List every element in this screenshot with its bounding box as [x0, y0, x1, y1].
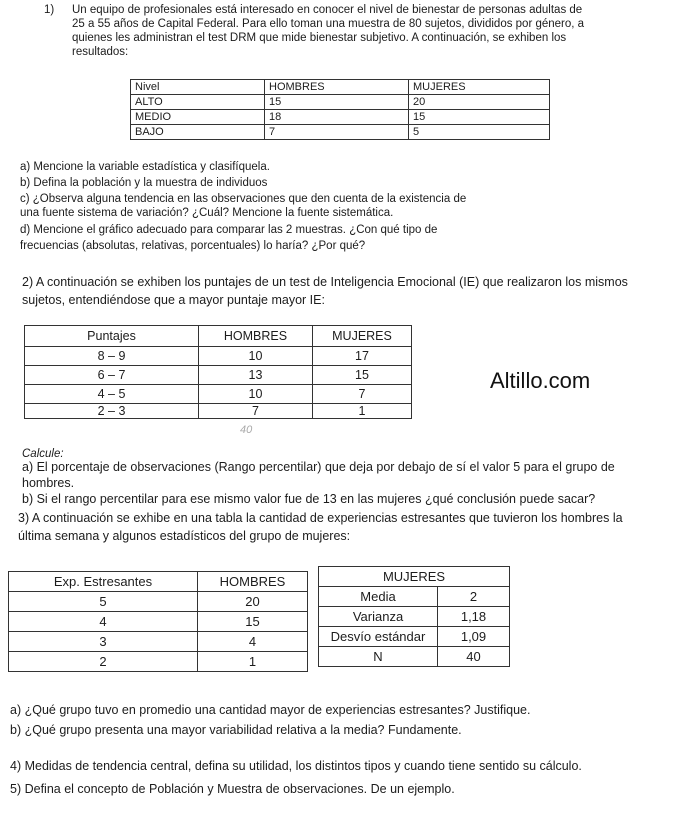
table-cell: 13 — [199, 366, 313, 385]
list-item: a) El porcentaje de observaciones (Rango percentilar) que deja por debajo de sí el valor 5 para el grupo de — [22, 460, 615, 474]
q1-items — [20, 160, 680, 253]
list-item: a) Mencione la variable estadística y clasifíquela. — [20, 161, 270, 173]
table-row — [319, 627, 510, 647]
table-cell: 8 – 9 — [25, 347, 199, 366]
table-cell: 5 — [9, 592, 198, 612]
list-item: b) Defina la población y la muestra de individuos — [20, 177, 268, 189]
table-cell: 1,18 — [438, 607, 510, 627]
table-header-cell: MUJERES — [409, 80, 550, 95]
table-cell: MEDIO — [131, 110, 265, 125]
table-cell: 2 — [9, 652, 198, 672]
table-cell: 4 — [9, 612, 198, 632]
q1-number: 1) — [44, 4, 55, 16]
table-header-cell: HOMBRES — [199, 326, 313, 347]
q1-intro-line: Un equipo de profesionales está interesado en conocer el nivel de bienestar de personas adultas de — [72, 4, 583, 16]
table-header-row — [25, 326, 412, 347]
list-item: una fuente sistema de variación? ¿Cuál? Mencione la fuente sistemática. — [20, 207, 394, 219]
table-cell: 1 — [313, 404, 412, 419]
table-header-row — [319, 567, 510, 587]
watermark: Altillo.com — [490, 368, 591, 393]
table-cell: 15 — [198, 612, 308, 632]
table-header-cell: MUJERES — [319, 567, 510, 587]
table-row — [25, 385, 412, 404]
table-cell: 1,09 — [438, 627, 510, 647]
table-cell: 3 — [9, 632, 198, 652]
table-row — [131, 95, 550, 110]
q3-items — [10, 702, 690, 738]
q2-intro — [22, 274, 692, 308]
table-cell: 20 — [409, 95, 550, 110]
q5-text: 5) Defina el concepto de Población y Muestra de observaciones. De un ejemplo. — [10, 782, 455, 796]
q2-intro-line: 2) A continuación se exhiben los puntajes de un test de Inteligencia Emocional (IE) que realizaron los mismos — [22, 275, 628, 289]
table-cell: N — [319, 647, 438, 667]
q3-intro-line: 3) A continuación se exhibe en una tabla la cantidad de experiencias estresantes que tuvieron los hombres la — [18, 511, 623, 525]
table-header-cell: Exp. Estresantes — [9, 572, 198, 592]
table-cell: 7 — [313, 385, 412, 404]
table-cell: Varianza — [319, 607, 438, 627]
table-row — [131, 125, 550, 140]
list-item: frecuencias (absolutas, relativas, porcentuales) lo haría? ¿Por qué? — [20, 240, 366, 252]
table-cell: 1 — [198, 652, 308, 672]
table-header-cell: MUJERES — [313, 326, 412, 347]
table-cell: 4 — [198, 632, 308, 652]
table-cell: 20 — [198, 592, 308, 612]
list-item: c) ¿Observa alguna tendencia en las observaciones que den cuenta de la existencia de — [20, 193, 467, 205]
list-item: hombres. — [22, 476, 75, 490]
q3-intro — [18, 510, 694, 544]
table-header-cell: Nivel — [131, 80, 265, 95]
list-item: b) ¿Qué grupo presenta una mayor variabilidad relativa a la media? Fundamente. — [10, 723, 462, 737]
table-row — [319, 647, 510, 667]
table-cell: 18 — [265, 110, 409, 125]
table-cell: ALTO — [131, 95, 265, 110]
table-cell: 10 — [199, 385, 313, 404]
q1-intro-line: quienes les administran el test DRM que mide bienestar subjetivo. A continuación, se exhiben los — [72, 32, 567, 44]
table-row — [9, 612, 308, 632]
table-cell: 15 — [409, 110, 550, 125]
table-header-cell: HOMBRES — [198, 572, 308, 592]
q2-table — [24, 325, 412, 419]
table-cell: 10 — [199, 347, 313, 366]
table-cell: 40 — [438, 647, 510, 667]
list-item: d) Mencione el gráfico adecuado para comparar las 2 muestras. ¿Con qué tipo de — [20, 224, 438, 236]
q2-table-extra-note: 40 — [240, 424, 253, 436]
table-header-cell: HOMBRES — [265, 80, 409, 95]
table-cell: 2 — [438, 587, 510, 607]
table-header-row — [9, 572, 308, 592]
table-cell: 17 — [313, 347, 412, 366]
q3-hombres-table — [8, 571, 308, 672]
table-header-row — [131, 80, 550, 95]
table-cell: 7 — [199, 404, 313, 419]
table-row — [25, 404, 412, 419]
q1-intro — [72, 3, 692, 59]
q1-table — [130, 79, 550, 140]
list-item: a) ¿Qué grupo tuvo en promedio una cantidad mayor de experiencias estresantes? Justifique. — [10, 703, 531, 717]
table-cell: 5 — [409, 125, 550, 140]
table-cell: 7 — [265, 125, 409, 140]
table-row — [319, 587, 510, 607]
table-cell: 2 – 3 — [25, 404, 199, 419]
table-row — [9, 592, 308, 612]
table-row — [131, 110, 550, 125]
table-cell: 15 — [265, 95, 409, 110]
table-cell: 4 – 5 — [25, 385, 199, 404]
q3-intro-line: última semana y algunos estadísticos del grupo de mujeres: — [18, 529, 351, 543]
q4-text: 4) Medidas de tendencia central, defina su utilidad, los distintos tipos y cuando tiene sentido su cálculo. — [10, 759, 582, 773]
table-row — [25, 347, 412, 366]
q1-intro-line: 25 a 55 años de Capital Federal. Para ello toman una muestra de 80 sujetos, divididos por género, a — [72, 18, 585, 30]
q2-intro-line: sujetos, entendiéndose que a mayor puntaje mayor IE: — [22, 293, 325, 307]
table-cell: BAJO — [131, 125, 265, 140]
table-cell: Desvío estándar — [319, 627, 438, 647]
list-item: b) Si el rango percentilar para ese mismo valor fue de 13 en las mujeres ¿qué conclusión puede sacar? — [22, 492, 596, 506]
q3-mujeres-table — [318, 566, 510, 667]
table-row — [25, 366, 412, 385]
table-cell: 15 — [313, 366, 412, 385]
table-row — [319, 607, 510, 627]
table-cell: Media — [319, 587, 438, 607]
table-cell: 6 – 7 — [25, 366, 199, 385]
q2-calcule: Calcule: — [22, 448, 64, 460]
table-row — [9, 632, 308, 652]
q1-intro-line: resultados: — [72, 46, 129, 58]
q2-items — [22, 459, 692, 507]
table-header-cell: Puntajes — [25, 326, 199, 347]
table-row — [9, 652, 308, 672]
